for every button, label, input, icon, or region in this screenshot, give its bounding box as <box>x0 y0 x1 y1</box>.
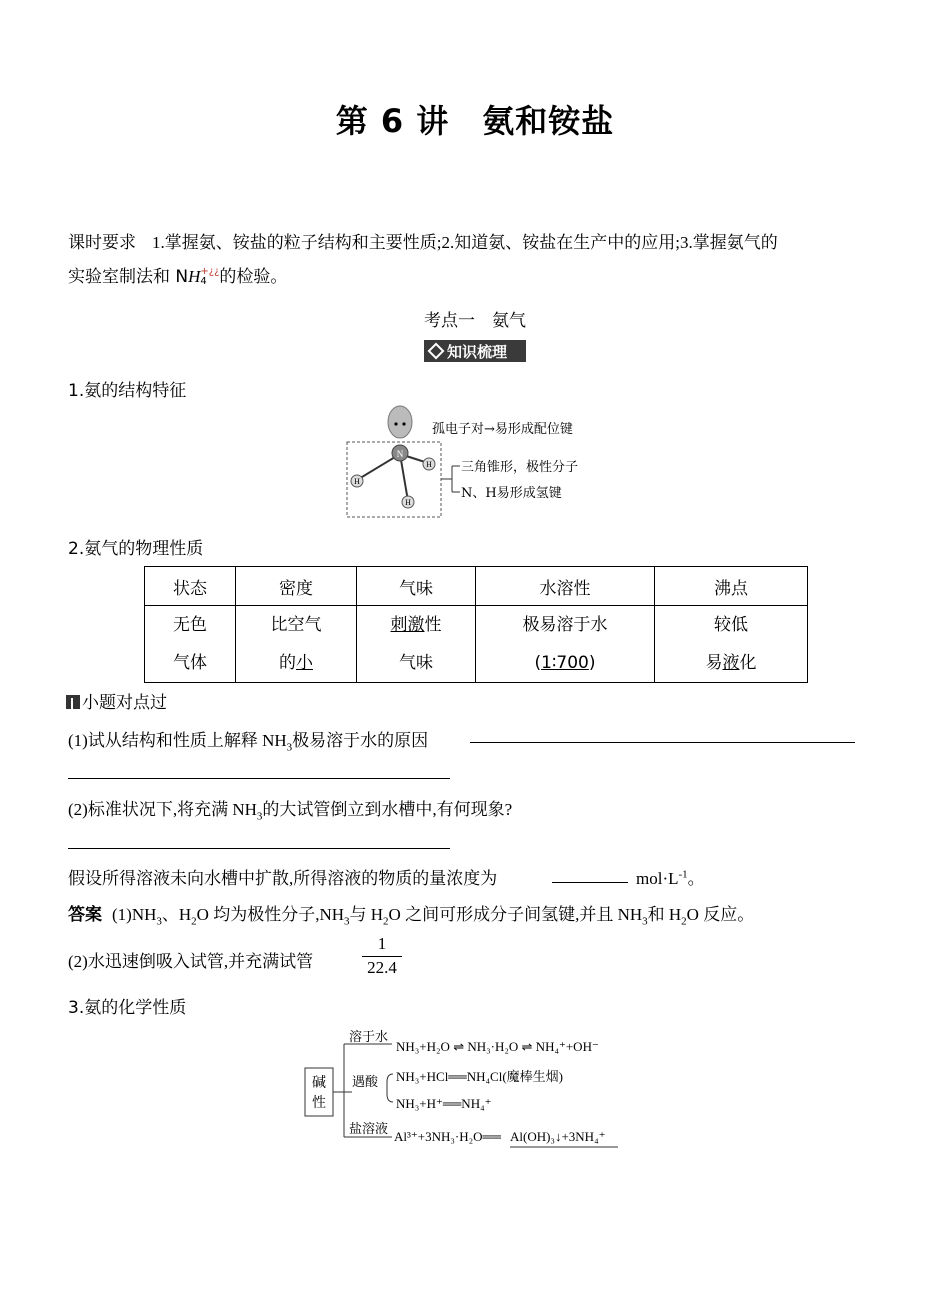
question-3-unit: $mol\cdot L^{-1}$。 <box>636 868 705 888</box>
svg-text:N: N <box>396 449 404 459</box>
quiz-heading: 小题对点过 <box>66 688 167 713</box>
requirements-h: H <box>188 267 201 286</box>
question-3: 假设所得溶液未向水槽中扩散,所得溶液的物质的量浓度为 <box>68 869 498 888</box>
question-1: (1)试从结构和性质上解释 $NH_3$极易溶于水的原因 <box>68 731 429 754</box>
answer-blank <box>552 882 628 883</box>
cell-density: 比空气 的小 <box>236 606 357 683</box>
svg-text:碱: 碱 <box>312 1075 326 1091</box>
answer-blank <box>68 848 450 849</box>
equation-4a: Al³⁺+3NH₃·H₂O══ <box>394 1129 501 1144</box>
equation-3: NH₃+H⁺══NH₄⁺ <box>396 1096 492 1111</box>
branch-salt: 盐溶液 <box>349 1122 389 1137</box>
svg-text:H: H <box>426 460 432 469</box>
answer-2: (2)水迅速倒吸入试管,并充满试管 <box>68 952 314 971</box>
equation-2: NH₃+HCl══NH₄Cl(魔棒生烟) <box>396 1069 563 1084</box>
header-cell: 气味 <box>357 567 476 606</box>
physical-properties-table <box>144 566 808 683</box>
header-cell: 状态 <box>145 567 236 606</box>
knowledge-tag <box>424 340 526 362</box>
cell-odor: 刺激性 气味 <box>357 606 476 683</box>
course-requirements <box>68 226 888 294</box>
requirements-text-2a: 实验室制法和 N <box>68 267 189 287</box>
diamond-icon <box>428 343 445 360</box>
answer-2-fraction: $\frac{1}{22.4}$ <box>362 934 402 978</box>
branch-acid: 遇酸 <box>352 1075 379 1090</box>
cell-solubility: 极易溶于水 (1∶700) <box>476 606 655 683</box>
requirements-text-2b: 的检验。 <box>219 267 288 287</box>
answer-1: 答案 $(1)NH_3$、$H_2O$ 均为极性分子$,NH_3$与 $H_2O$ 之间可形成分子间氢键,并且 $NH_3$和 $H_2O$ 反应。 <box>68 905 755 928</box>
question-2: (2)标准状况下,将充满 $NH_3$的大试管倒立到水槽中,有何现象? <box>68 800 513 823</box>
cell-boiling: 较低 易液化 <box>655 606 808 683</box>
lone-pair-label: 孤电子对→易形成配位键 <box>432 422 573 437</box>
svg-text:性: 性 <box>312 1095 326 1111</box>
lone-pair-lobe <box>388 406 412 438</box>
answer-blank <box>68 778 450 779</box>
heading-structure: 1.氨的结构特征 <box>68 381 187 401</box>
svg-text:H: H <box>405 498 411 507</box>
equation-1: NH₃+H₂O ⇌ NH₃·H₂O ⇌ NH₄⁺+OH⁻ <box>396 1039 599 1054</box>
quiz-icon <box>66 695 80 709</box>
answer-label: 答案 <box>68 905 102 925</box>
branch-water: 溶于水 <box>349 1030 389 1045</box>
section-title: 考点一 氨气 <box>424 311 526 331</box>
cell-state: 无色 气体 <box>145 606 236 683</box>
ammonia-structure-diagram <box>340 404 630 522</box>
requirements-label: 课时要求 <box>68 233 136 253</box>
heading-chemical: 3.氨的化学性质 <box>68 998 187 1018</box>
svg-text:H: H <box>354 477 360 486</box>
requirements-text-1: 1.掌握氨、铵盐的粒子结构和主要性质;2.知道氨、铵盐在生产中的应用;3.掌握氨气的 <box>152 233 778 252</box>
heading-physical: 2.氨气的物理性质 <box>68 539 204 559</box>
knowledge-tag-label: 知识梳理 <box>447 342 508 361</box>
hbond-label: N、H易形成氢键 <box>461 486 562 501</box>
chemical-properties-diagram <box>300 1024 630 1150</box>
header-cell: 水溶性 <box>476 567 655 606</box>
shape-label: 三角锥形，极性分子 <box>461 460 579 475</box>
requirements-charge: +¿¿ 4 <box>200 266 220 287</box>
equation-4b: Al(OH)₃↓+3NH₄⁺ <box>510 1129 606 1144</box>
header-cell: 沸点 <box>655 567 808 606</box>
answer-blank <box>470 742 855 743</box>
header-cell: 密度 <box>236 567 357 606</box>
page-title: 第 6 讲 氨和铵盐 <box>335 102 615 140</box>
